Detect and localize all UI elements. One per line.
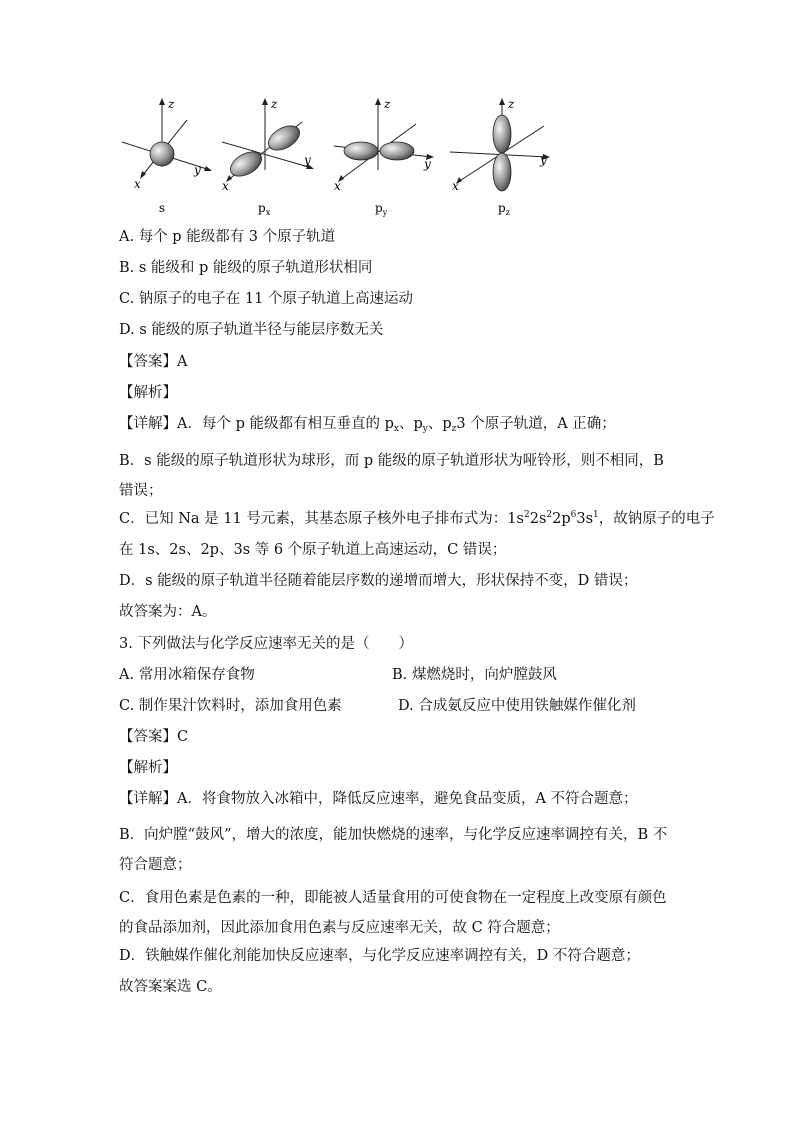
axis-x-label: x	[452, 179, 459, 193]
axis-z-label: z	[508, 97, 515, 111]
q3-analysis-heading: 【解析】	[119, 760, 177, 776]
axis-x-label: x	[134, 177, 141, 191]
axis-z-label: z	[271, 97, 278, 111]
pz-lobe-bottom	[493, 153, 511, 191]
axis-y-label: y	[424, 157, 431, 171]
q3-detail-d: D．铁触媒作催化剂能加快反应速率，与化学反应速率调控有关，D 不符合题意；	[119, 948, 640, 964]
axis-x-label: x	[222, 179, 229, 193]
q2-option-d: D. s 能级的原子轨道半径与能层序数无关	[119, 322, 384, 338]
py-lobe-right	[380, 142, 414, 160]
axis-y-label: y	[304, 153, 311, 167]
py-lobe-left	[344, 142, 378, 160]
orbital-figure	[112, 92, 572, 224]
axis-z-label: z	[384, 97, 391, 111]
s-orbital-sphere	[150, 142, 174, 166]
caption-pz: $p_z$	[498, 201, 510, 217]
px-lobe-front	[226, 147, 265, 181]
pz-orbital-diagram	[450, 97, 550, 193]
q3-option-d: D. 合成氨反应中使用铁触媒作催化剂	[398, 698, 636, 714]
q2-detail-a: 【详解】A．每个 p 能级都有相互垂直的 $p_x$、$p_y$、$p_z3$ 个原子轨道，A 正确；	[119, 416, 616, 434]
q3-stem: 3. 下列做法与化学反应速率无关的是（ ）	[119, 636, 413, 652]
axis-z-label: z	[168, 97, 175, 111]
q2-conclusion: 故答案为：A。	[119, 604, 217, 620]
q2-option-b: B. s 能级和 p 能级的原子轨道形状相同	[119, 260, 373, 276]
q3-detail-b: B．向炉膛“鼓风”，增大的浓度，能加快燃烧的速率，与化学反应速率调控有关，B 不符合题意；	[119, 827, 668, 873]
q2-detail-b: B．s 能级的原子轨道形状为球形，而 p 能级的原子轨道形状为哑铃形，则不相同，B 错误；	[119, 453, 664, 499]
q2-detail-d: D．s 能级的原子轨道半径随着能层序数的递增而增大，形状保持不变，D 错误；	[119, 573, 638, 589]
pz-lobe-top	[493, 115, 511, 153]
q2-option-c: C. 钠原子的电子在 11 个原子轨道上高速运动	[119, 291, 413, 307]
q2-option-a: A. 每个 p 能级都有 3 个原子轨道	[119, 229, 336, 245]
q3-answer: 【答案】C	[119, 729, 189, 745]
caption-py: $p_y$	[375, 201, 388, 217]
axis-y-label: y	[540, 153, 547, 167]
s-orbital-diagram	[122, 97, 212, 191]
axis-y-label: y	[194, 163, 201, 177]
axis-x-label: x	[334, 179, 341, 193]
px-lobe-back	[264, 121, 303, 155]
q3-option-a: A. 常用冰箱保存食物	[119, 667, 255, 683]
py-orbital-diagram	[334, 97, 434, 193]
px-orbital-diagram	[222, 97, 314, 193]
q3-option-c: C. 制作果汁饮料时，添加食用色素	[119, 698, 342, 714]
q3-option-b: B. 煤燃烧时，向炉膛鼓风	[392, 667, 557, 683]
q2-answer: 【答案】A	[119, 354, 188, 370]
q3-detail-c: C．食用色素是色素的一种，即能被人适量食用的可使食物在一定程度上改变原有颜色的食品添加剂，因此添加食用色素与反应速率无关，故 C 符合题意；	[119, 890, 667, 936]
q2-detail-c-continued: 在 1s、2s、2p、3s 等 6 个原子轨道上高速运动，C 错误；	[119, 542, 507, 558]
q3-detail-a: 【详解】A．将食物放入冰箱中，降低反应速率，避免食品变质，A 不符合题意；	[119, 791, 638, 807]
caption-px: $p_x$	[258, 201, 271, 217]
q2-analysis-heading: 【解析】	[119, 385, 177, 401]
q2-detail-c: C．已知 Na 是 11 号元素，其基态原子核外电子排布式为：$1s^22s^22p^63s^1$，故钠原子的电子	[119, 510, 715, 527]
caption-s: s	[158, 201, 166, 215]
q3-conclusion: 故答案案选 C。	[119, 979, 222, 995]
